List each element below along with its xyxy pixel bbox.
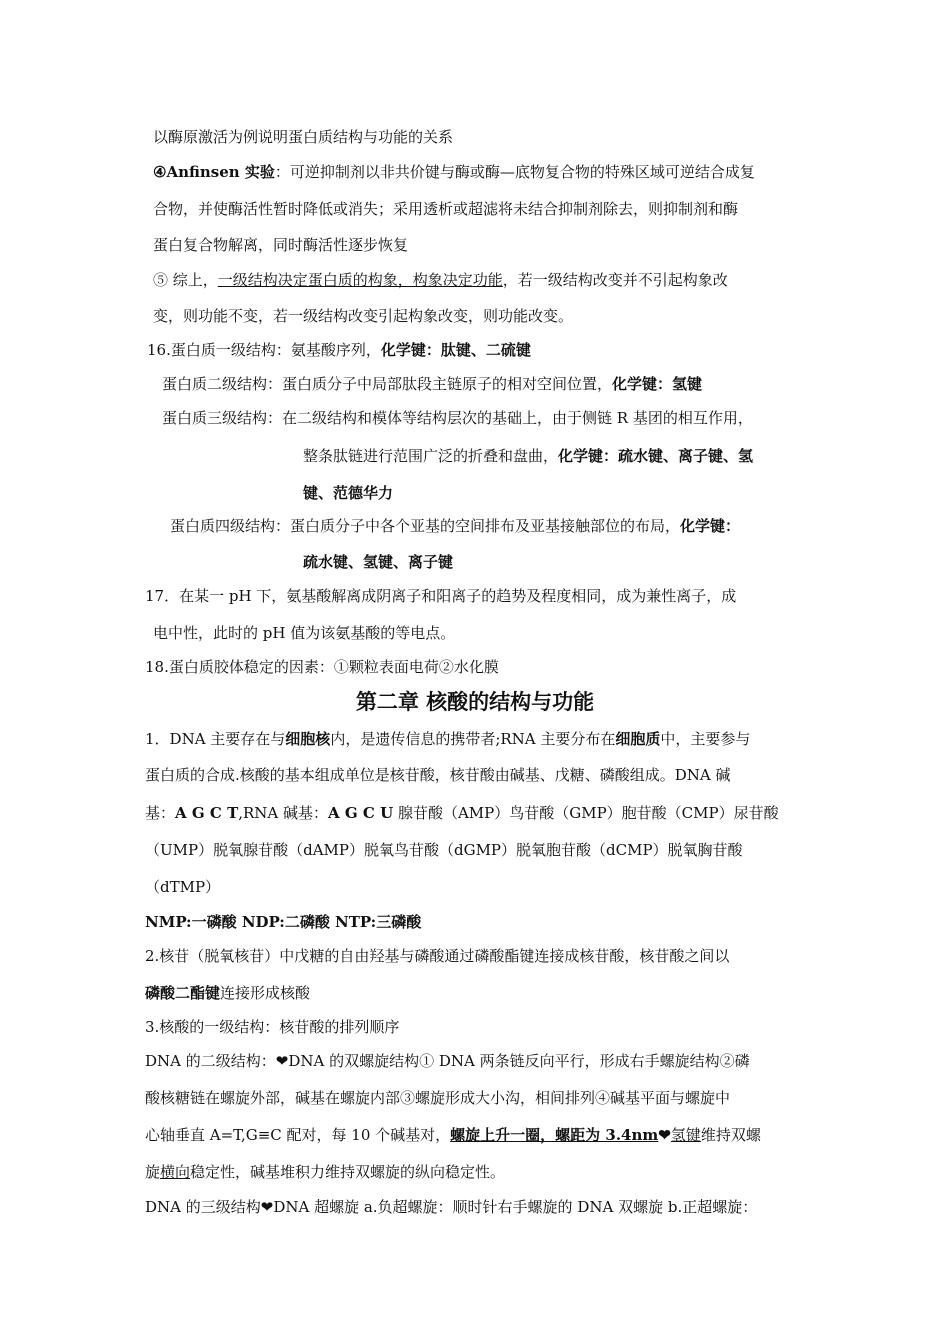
text-line: ④Anfinsen 实验：可逆抑制剂以非共价键与酶或酶—底物复合物的特殊区域可逆结合成复 <box>153 163 755 181</box>
anfinsen-label: ④Anfinsen 实验 <box>153 163 275 181</box>
bold-underlined-text: 螺旋上升一圈，螺距为 3.4nm <box>450 1126 659 1144</box>
text-line: 2.核苷（脱氧核苷）中戊糖的自由羟基与磷酸通过磷酸酯键连接成核苷酸，核苷酸之间以 <box>145 947 730 965</box>
bold-text: 化学键：疏水键、离子键、氢 <box>558 447 754 465</box>
text-line: 蛋白质二级结构：蛋白质分子中局部肽段主链原子的相对空间位置，化学键：氢键 <box>162 375 703 393</box>
bold-text: 细胞核 <box>285 730 331 748</box>
text-line: （UMP）脱氧腺苷酸（dAMP）脱氧鸟苷酸（dGMP）脱氧胞苷酸（dCMP）脱氧胸苷酸 <box>145 841 743 859</box>
text-line: 1．DNA 主要存在与细胞核内，是遗传信息的携带者;RNA 主要分布在细胞质中，主要参与 <box>145 730 751 748</box>
text-line: 基：A G C T,RNA 碱基：A G C U 腺苷酸（AMP）鸟苷酸（GMP）胞苷酸（CMP）尿苷酸 <box>145 804 779 822</box>
bold-text: 磷酸二酯键 <box>145 984 221 1002</box>
text-line <box>145 912 421 932</box>
bold-text: 化学键：肽键、二硫键 <box>380 341 531 359</box>
text-line: 酸核糖链在螺旋外部，碱基在螺旋内部③螺旋形成大小沟，相间排列④碱基平面与螺旋中 <box>145 1089 731 1107</box>
text-line: （dTMP） <box>145 878 221 896</box>
text-line: 18.蛋白质胶体稳定的因素：①颗粒表面电荷②水化膜 <box>145 658 499 676</box>
text-line: 蛋白质三级结构：在二级结构和模体等结构层次的基础上，由于侧链 R 基团的相互作用， <box>162 409 753 427</box>
text-line: 合物，并使酶活性暂时降低或消失；采用透析或超滤将未结合抑制剂除去，则抑制剂和酶 <box>153 200 739 218</box>
underlined-text: 横向 <box>160 1163 191 1181</box>
text-line: 蛋白复合物解离，同时酶活性逐步恢复 <box>153 236 409 254</box>
text-line: 磷酸二酯键连接形成核酸 <box>145 984 311 1002</box>
text-line: 以酶原激活为例说明蛋白质结构与功能的关系 <box>153 128 454 146</box>
text-line: 电中性，此时的 pH 值为该氨基酸的等电点。 <box>153 624 456 642</box>
text-line: 3.核酸的一级结构：核苷酸的排列顺序 <box>145 1018 400 1036</box>
text-line: 16.蛋白质一级结构：氨基酸序列，化学键：肽键、二硫键 <box>147 341 531 359</box>
text-line: 旋横向稳定性，碱基堆积力维持双螺旋的纵向稳定性。 <box>145 1163 506 1181</box>
underlined-text: 氢键 <box>670 1126 701 1144</box>
bold-text: A G C U <box>328 804 394 822</box>
bold-text: 键、范德华力 <box>303 484 394 502</box>
bold-text: A G C T <box>175 804 239 822</box>
text-line: DNA 的二级结构：❤DNA 的双螺旋结构① DNA 两条链反向平行，形成右手螺旋结构②磷 <box>145 1052 750 1070</box>
underlined-text: 一级结构决定蛋白质的构象，构象决定功能 <box>217 271 503 289</box>
text-line: 蛋白质的合成.核酸的基本组成单位是核苷酸，核苷酸由碱基、戊糖、磷酸组成。DNA 碱 <box>145 766 731 784</box>
text-line <box>303 552 453 572</box>
text-line: 蛋白质四级结构：蛋白质分子中各个亚基的空间排布及亚基接触部位的布局，化学键： <box>170 517 741 535</box>
text-line: DNA 的三级结构❤DNA 超螺旋 a.负超螺旋：顺时针右手螺旋的 DNA 双螺旋 b.正超螺旋： <box>145 1198 758 1216</box>
bold-text: 疏水键、氢键、离子键 <box>303 553 454 571</box>
chapter-title: 第二章 核酸的结构与功能 <box>355 689 595 714</box>
text-line: 17．在某一 pH 下，氨基酸解离成阴离子和阳离子的趋势及程度相同，成为兼性离子，成 <box>145 587 737 605</box>
bold-text: NMP:一磷酸 NDP:二磷酸 NTP:三磷酸 <box>145 913 422 931</box>
text-line: 心轴垂直 A=T,G≡C 配对，每 10 个碱基对，螺旋上升一圈，螺距为 3.4nm❤氢键维持双螺 <box>145 1126 761 1144</box>
text-line: ⑤ 综上，一级结构决定蛋白质的构象，构象决定功能，若一级结构改变并不引起构象改 <box>153 271 728 289</box>
text-line: 整条肽链进行范围广泛的折叠和盘曲，化学键：疏水键、离子键、氢 <box>303 447 754 465</box>
text-line <box>303 483 393 503</box>
bold-text: 细胞质 <box>615 730 661 748</box>
bold-text: 化学键： <box>680 517 741 535</box>
text-line: 变，则功能不变，若一级结构改变引起构象改变，则功能改变。 <box>153 307 574 325</box>
bold-text: 化学键：氢键 <box>612 375 703 393</box>
heart-icon: ❤ <box>658 1126 671 1144</box>
